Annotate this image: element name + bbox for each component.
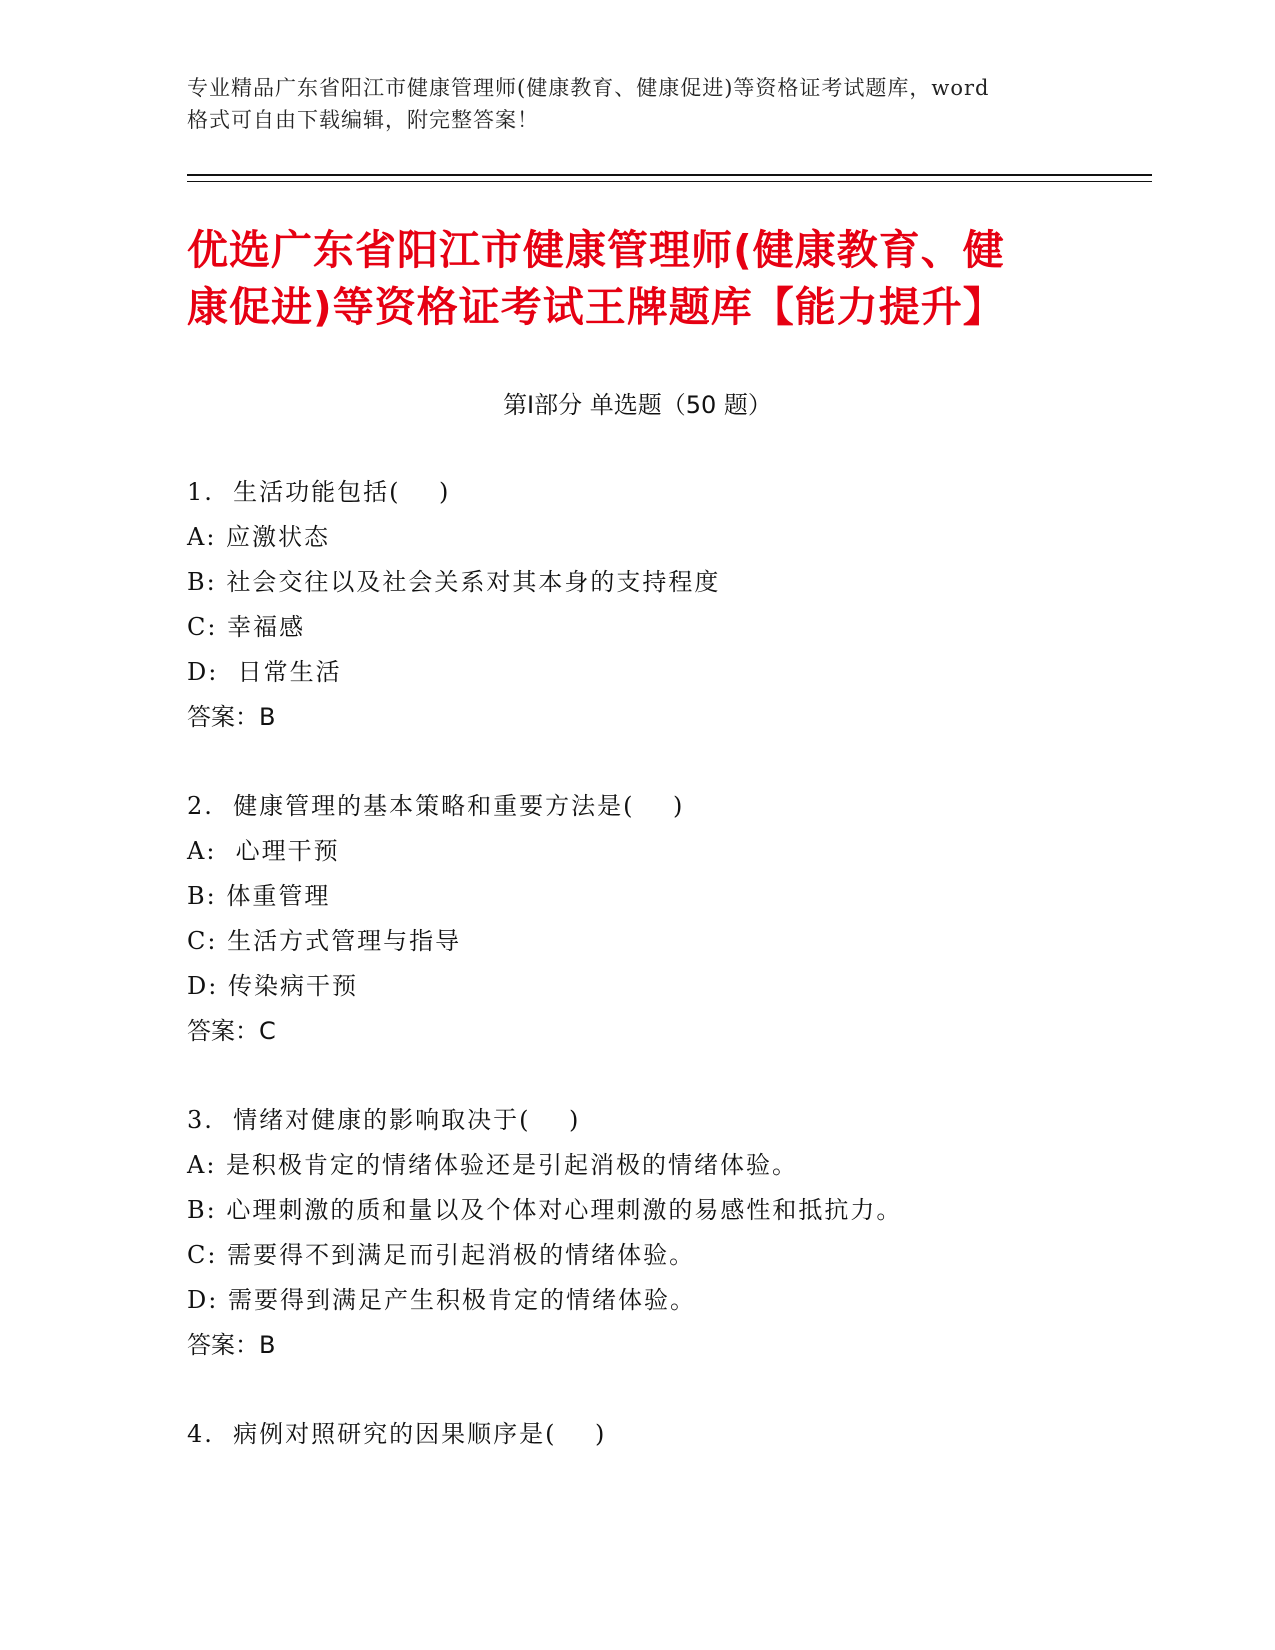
document-title-line-1: 优选广东省阳江市健康管理师(健康教育、健 (187, 226, 1005, 274)
question-1 (187, 470, 1147, 740)
document-title (187, 222, 1087, 336)
question-2 (187, 784, 1147, 1054)
question-4 (187, 1412, 1147, 1457)
header-note-line-1: 专业精品广东省阳江市健康管理师(健康教育、健康促进)等资格证考试题库，word (187, 76, 990, 100)
option-c: C: 需要得不到满足而引起消极的情绪体验。 (187, 1241, 696, 1269)
header-note-line-2: 格式可自由下载编辑，附完整答案！ (187, 108, 539, 132)
document-title-line-2: 康促进)等资格证考试王牌题库【能力提升】 (187, 283, 1005, 331)
option-a: A: 是积极肯定的情绪体验还是引起消极的情绪体验。 (187, 1151, 799, 1179)
option-a: A: 应激状态 (187, 523, 331, 551)
answer: 答案：B (187, 703, 276, 731)
header-divider-thin (187, 181, 1152, 182)
option-b: B: 体重管理 (187, 882, 331, 910)
question-stem: 4. 病例对照研究的因果顺序是( ) (187, 1420, 607, 1448)
option-a: A: 心理干预 (187, 837, 340, 865)
header-note (187, 72, 1087, 136)
question-stem: 1. 生活功能包括( ) (187, 478, 451, 506)
option-b: B: 心理刺激的质和量以及个体对心理刺激的易感性和抵抗力。 (187, 1196, 903, 1224)
option-c: C: 生活方式管理与指导 (187, 927, 462, 955)
section-heading: 第Ⅰ部分 单选题（50 题） (503, 391, 772, 419)
option-c: C: 幸福感 (187, 613, 306, 641)
question-stem: 3. 情绪对健康的影响取决于( ) (187, 1106, 581, 1134)
answer: 答案：B (187, 1331, 276, 1359)
option-d: D: 需要得到满足产生积极肯定的情绪体验。 (187, 1286, 696, 1314)
question-list (187, 470, 1147, 1501)
answer: 答案：C (187, 1017, 276, 1045)
option-b: B: 社会交往以及社会关系对其本身的支持程度 (187, 568, 721, 596)
header-divider-thick (187, 174, 1152, 176)
question-3 (187, 1098, 1147, 1368)
option-d: D: 日常生活 (187, 658, 342, 686)
question-stem: 2. 健康管理的基本策略和重要方法是( ) (187, 792, 685, 820)
option-d: D: 传染病干预 (187, 972, 358, 1000)
